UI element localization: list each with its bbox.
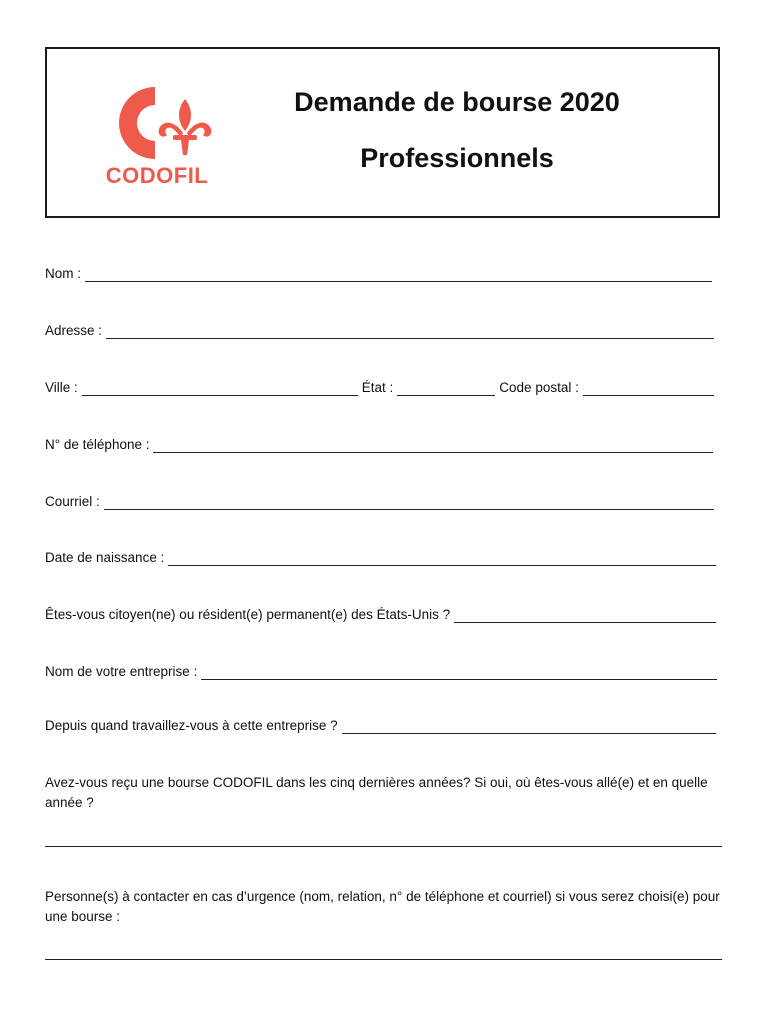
field-entreprise [45, 664, 717, 680]
etat-input-line[interactable] [397, 381, 495, 396]
depuis-input-line[interactable] [342, 719, 716, 734]
adresse-label: Adresse : [45, 323, 103, 338]
etat-label: État : [361, 380, 394, 395]
nom-input-line[interactable] [85, 267, 712, 282]
adresse-input-line[interactable] [106, 324, 714, 339]
code-postal-label: Code postal : [499, 380, 579, 395]
field-courriel [45, 494, 714, 510]
form-title: Demande de bourse 2020 [294, 87, 620, 117]
form-subtitle: Professionnels [360, 143, 554, 173]
courriel-input-line[interactable] [104, 495, 714, 510]
nom-label: Nom : [45, 266, 82, 281]
field-citoyen [45, 607, 716, 623]
field-adresse [45, 323, 714, 339]
bourse-precedente-answer-line[interactable] [45, 846, 722, 847]
citoyen-label: Êtes-vous citoyen(ne) ou résident(e) permanent(e) des États-Unis ? [45, 607, 451, 622]
code-postal-input-line[interactable] [583, 381, 714, 396]
entreprise-input-line[interactable] [201, 665, 717, 680]
field-depuis [45, 718, 716, 734]
field-ville-row [45, 380, 714, 396]
telephone-input-line[interactable] [153, 438, 713, 453]
urgence-answer-line[interactable] [45, 959, 722, 960]
date-naissance-label: Date de naissance : [45, 550, 165, 565]
codofil-logo [97, 81, 217, 193]
entreprise-label: Nom de votre entreprise : [45, 664, 198, 679]
ville-label: Ville : [45, 380, 78, 395]
field-nom [45, 266, 712, 282]
courriel-label: Courriel : [45, 494, 100, 509]
question-urgence: Personne(s) à contacter en cas d’urgence (nom, relation, n° de téléphone et courriel) si vous serez choisi(e) pour une bourse : [45, 889, 720, 924]
depuis-label: Depuis quand travaillez-vous à cette entreprise ? [45, 718, 338, 733]
question-bourse-precedente: Avez-vous reçu une bourse CODOFIL dans les cinq dernières années? Si oui, où êtes-vous allé(e) et en quelle année ? [45, 775, 708, 810]
field-date-naissance [45, 550, 716, 566]
citoyen-input-line[interactable] [454, 608, 716, 623]
logo-mark-icon [97, 81, 217, 165]
ville-input-line[interactable] [82, 381, 358, 396]
telephone-label: N° de téléphone : [45, 437, 150, 452]
date-naissance-input-line[interactable] [168, 551, 716, 566]
field-telephone [45, 437, 713, 453]
logo-text: CODOFIL [105, 163, 209, 188]
header-box [45, 47, 720, 218]
